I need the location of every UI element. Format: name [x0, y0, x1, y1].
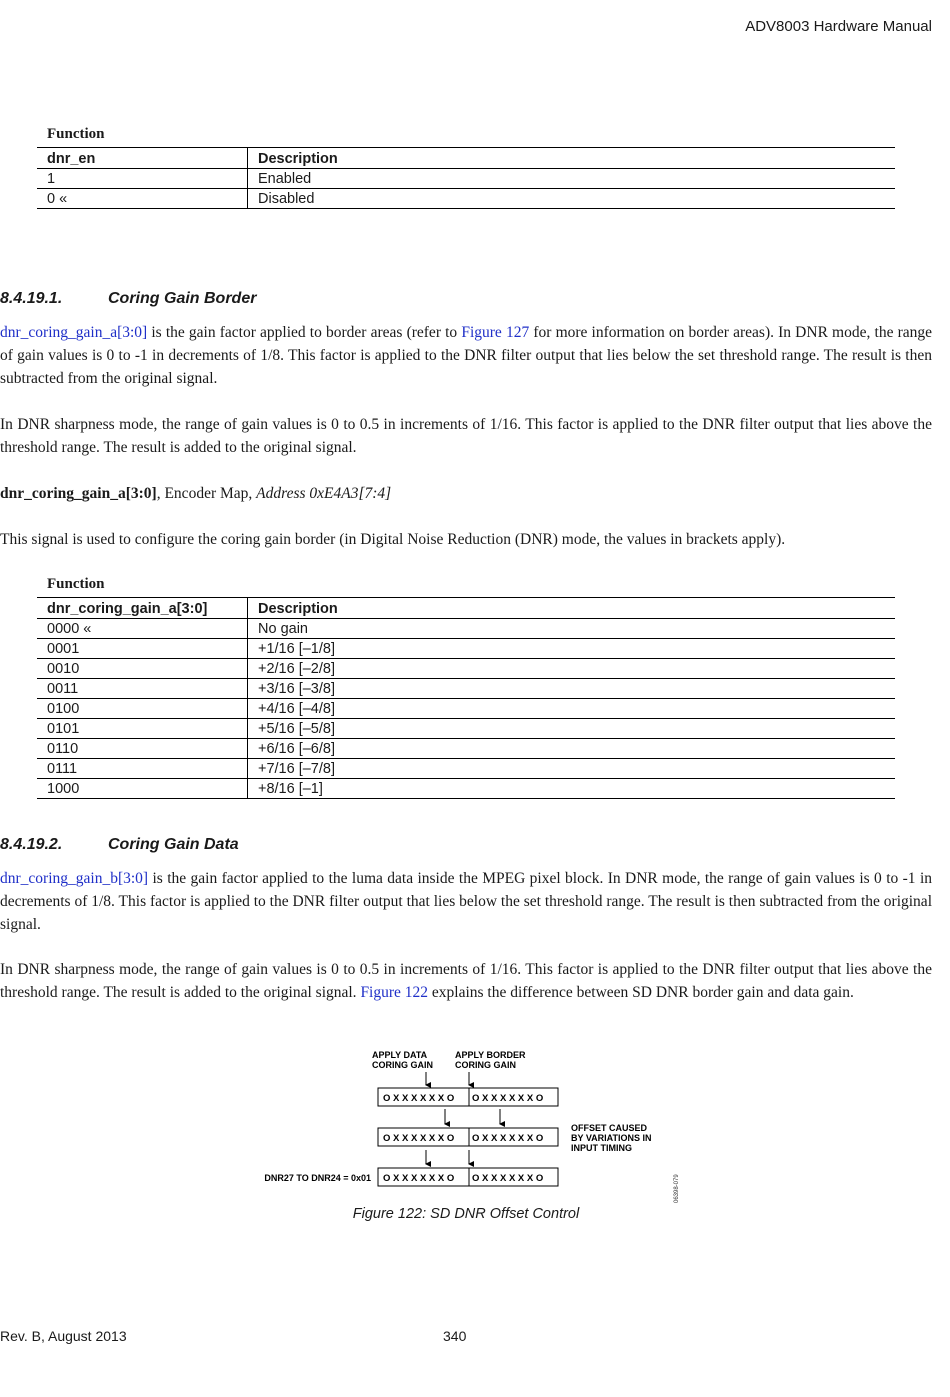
figure-id: 06398-079 [674, 1174, 680, 1203]
table-row [37, 659, 895, 679]
paragraph: This signal is used to configure the coring gain border (in Digital Noise Reduction (DNR) mode, the values in brackets apply). [0, 531, 786, 548]
paragraph-text: is the gain factor applied to border areas (refer to [147, 324, 462, 341]
register-link[interactable]: dnr_coring_gain_b[3:0] [0, 870, 149, 887]
paragraph-text: In DNR sharpness mode, the range of gain values is 0 to 0.5 in increments of 1/16. This factor is applied to the DNR filter output that lies above the threshold range. The result is added to the original signal. [0, 961, 932, 1001]
table-row [37, 779, 895, 799]
dnr-en-table [37, 147, 895, 209]
table-row [37, 759, 895, 779]
offset-label-2: BY VARIATIONS IN [571, 1133, 652, 1143]
table-cell: Disabled [248, 189, 896, 209]
register-name: dnr_coring_gain_a[3:0] [0, 485, 157, 502]
footer-page-number: 340 [443, 1328, 467, 1344]
table2-col-description: Description [248, 598, 896, 619]
table-cell: +5/16 [–5/8] [248, 719, 896, 739]
label-apply-border-1: APPLY BORDER [455, 1050, 526, 1060]
row-text: O X X X X X X O [472, 1173, 544, 1184]
row-text: O X X X X X X O [472, 1133, 544, 1144]
register-link[interactable]: dnr_coring_gain_a[3:0] [0, 324, 148, 341]
row-text: O X X X X X X O [383, 1133, 455, 1144]
table-row [37, 679, 895, 699]
label-apply-data-1: APPLY DATA [372, 1050, 428, 1060]
table-cell: +2/16 [–2/8] [248, 659, 896, 679]
page-header-title: ADV8003 Hardware Manual [745, 18, 932, 35]
row-text: O X X X X X X O [472, 1093, 544, 1104]
figure-link[interactable]: Figure 122 [360, 984, 429, 1001]
table2-col-name: dnr_coring_gain_a[3:0] [37, 598, 248, 619]
section-heading-coring-gain-border [0, 290, 256, 308]
table-row [37, 639, 895, 659]
footer-revision: Rev. B, August 2013 [0, 1328, 127, 1344]
row-text: O X X X X X X O [383, 1173, 455, 1184]
table-cell: 0101 [37, 719, 248, 739]
dnr-label: DNR27 TO DNR24 = 0x01 [264, 1173, 371, 1183]
table-cell: 0110 [37, 739, 248, 759]
paragraph-text: is the gain factor applied to the luma data inside the MPEG pixel block. In DNR mode, the range of gain values is 0 to -1 in decrements of 1/8. This factor is applied to the DNR filter output that lies below the set threshold range. The result is then subtracted from the original signal. [0, 870, 932, 933]
section-title: Coring Gain Data [108, 836, 239, 853]
table-cell: +8/16 [–1] [248, 779, 896, 799]
figure-link[interactable]: Figure 127 [461, 324, 530, 341]
table-row [37, 189, 895, 209]
paragraph [0, 321, 932, 390]
paragraph-text: for more information on border areas). In DNR mode, the range of gain values is 0 to -1 in decrements of 1/8. This factor is applied to the DNR filter output that lies below the set threshold range. The result is then subtracted from the original signal. [0, 324, 933, 387]
table-cell: 0 « [37, 189, 248, 209]
table-row [37, 739, 895, 759]
offset-label-1: OFFSET CAUSED [571, 1123, 648, 1133]
table-cell: 0000 « [37, 619, 248, 639]
table-cell: +7/16 [–7/8] [248, 759, 896, 779]
label-apply-data-2: CORING GAIN [372, 1060, 434, 1070]
table-cell: 0111 [37, 759, 248, 779]
table-cell: No gain [248, 619, 896, 639]
table-cell: +1/16 [–1/8] [248, 639, 896, 659]
table-cell: 0011 [37, 679, 248, 699]
row-text: O X X X X X X O [383, 1093, 455, 1104]
table1-col-description: Description [248, 148, 896, 169]
section-title: Coring Gain Border [108, 290, 257, 307]
table-cell: 0100 [37, 699, 248, 719]
coring-gain-a-table [37, 597, 895, 799]
table-cell: +3/16 [–3/8] [248, 679, 896, 699]
table-cell: +6/16 [–6/8] [248, 739, 896, 759]
section-heading-coring-gain-data [0, 836, 239, 854]
label-apply-border-2: CORING GAIN [455, 1060, 517, 1070]
paragraph: In DNR sharpness mode, the range of gain values is 0 to 0.5 in increments of 1/16. This factor is applied to the DNR filter output that lies above the threshold range. The result is added to the original signal. [0, 416, 932, 456]
table-cell: +4/16 [–4/8] [248, 699, 896, 719]
register-address: Address 0xE4A3[7:4] [256, 485, 392, 502]
table1-col-name: dnr_en [37, 148, 248, 169]
register-definition [0, 482, 932, 505]
table2-caption: Function [47, 576, 105, 592]
table-cell: 1 [37, 169, 248, 189]
table-cell: Enabled [248, 169, 896, 189]
table-row [37, 169, 895, 189]
sd-dnr-offset-diagram [250, 1045, 690, 1205]
table-cell: 0001 [37, 639, 248, 659]
register-map: , Encoder Map, [156, 485, 257, 502]
table-row [37, 699, 895, 719]
table1-caption: Function [47, 126, 105, 142]
table-row [37, 719, 895, 739]
section-number: 8.4.19.2. [0, 836, 63, 853]
paragraph-text: explains the difference between SD DNR border gain and data gain. [428, 984, 854, 1001]
paragraph [0, 867, 932, 936]
table-cell: 0010 [37, 659, 248, 679]
figure-caption: Figure 122: SD DNR Offset Control [352, 1206, 580, 1222]
offset-label-3: INPUT TIMING [571, 1143, 632, 1153]
table-row [37, 619, 895, 639]
paragraph [0, 958, 932, 1004]
table-cell: 1000 [37, 779, 248, 799]
section-number: 8.4.19.1. [0, 290, 63, 307]
